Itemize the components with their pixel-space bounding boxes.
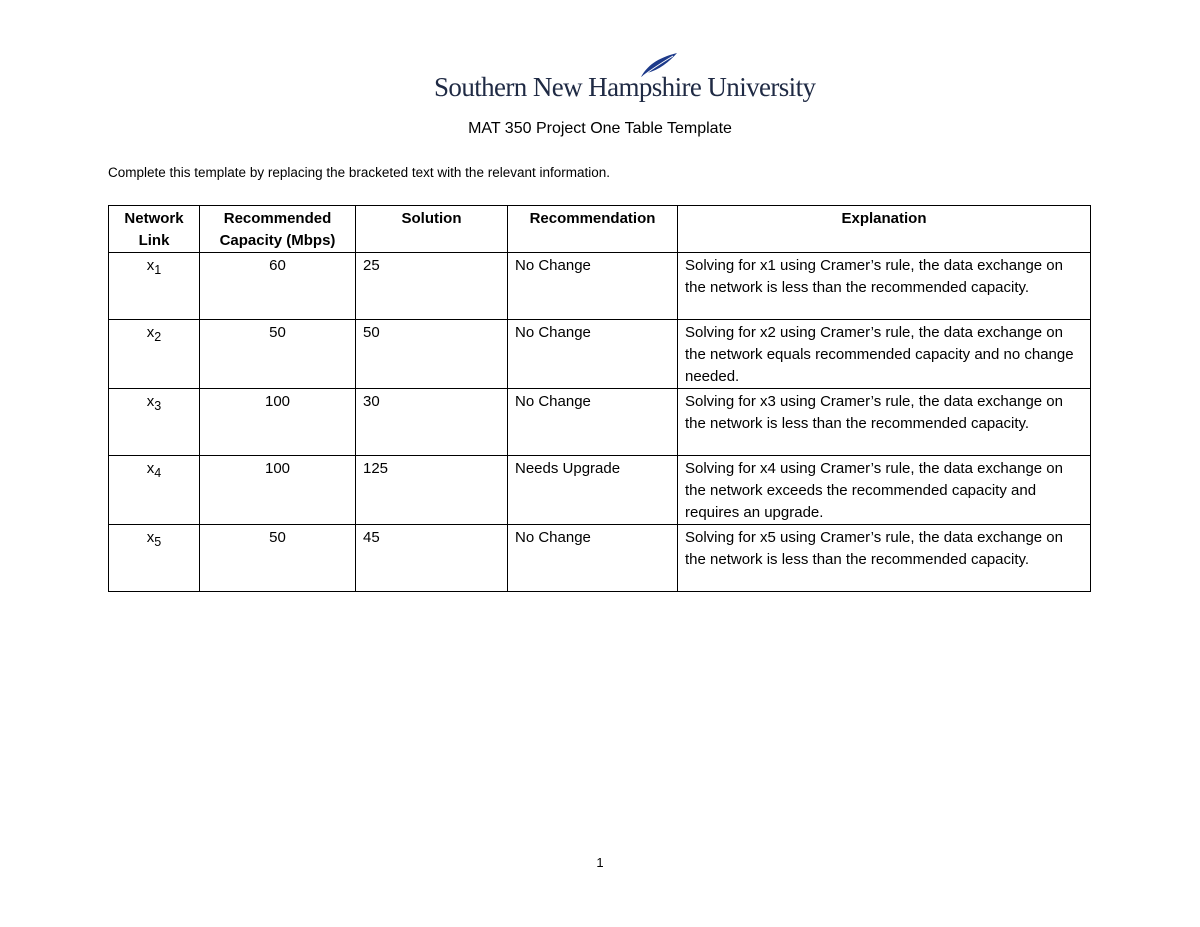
instructions-text: Complete this template by replacing the bracketed text with the relevant information. [108, 165, 611, 180]
network-link-cell [109, 456, 200, 525]
recommendation-cell: No Change [508, 253, 678, 320]
explanation-cell: Solving for x1 using Cramer’s rule, the data exchange on the network is less than the recommended capacity. [678, 253, 1091, 320]
capacity-cell: 50 [200, 320, 356, 389]
solution-cell: 125 [356, 456, 508, 525]
capacity-cell: 60 [200, 253, 356, 320]
capacity-cell: 100 [200, 389, 356, 456]
header-explanation: Explanation [678, 206, 1091, 253]
table-row [109, 320, 1091, 389]
network-link-cell [109, 389, 200, 456]
link-variable: x [146, 257, 155, 274]
logo-text: Southern New Hampshire University [434, 72, 816, 102]
explanation-cell: Solving for x3 using Cramer’s rule, the data exchange on the network is less than the recommended capacity. [678, 389, 1091, 456]
capacity-cell: 100 [200, 456, 356, 525]
header-recommendation: Recommendation [508, 206, 678, 253]
link-subscript: 1 [154, 263, 162, 277]
table-header-row [109, 206, 1091, 253]
link-subscript: 3 [154, 399, 162, 413]
table-row [109, 253, 1091, 320]
network-link-cell [109, 320, 200, 389]
solution-cell: 45 [356, 525, 508, 592]
solution-cell: 30 [356, 389, 508, 456]
link-variable: x [146, 324, 155, 341]
recommendation-cell: No Change [508, 389, 678, 456]
university-logo [434, 52, 816, 104]
leaf-icon [639, 52, 679, 78]
link-subscript: 4 [154, 466, 162, 480]
link-subscript: 5 [154, 535, 162, 549]
table-row [109, 389, 1091, 456]
explanation-cell: Solving for x4 using Cramer’s rule, the data exchange on the network exceeds the recommended capacity and requires an upgrade. [678, 456, 1091, 525]
table-row [109, 456, 1091, 525]
recommendation-cell: No Change [508, 525, 678, 592]
link-variable: x [146, 529, 155, 546]
network-table [108, 205, 1091, 592]
network-link-cell [109, 525, 200, 592]
recommendation-cell: No Change [508, 320, 678, 389]
explanation-cell: Solving for x2 using Cramer’s rule, the data exchange on the network equals recommended capacity and no change needed. [678, 320, 1091, 389]
capacity-cell: 50 [200, 525, 356, 592]
page-title: MAT 350 Project One Table Template [468, 120, 732, 137]
recommendation-cell: Needs Upgrade [508, 456, 678, 525]
header-recommended-capacity: Recommended Capacity (Mbps) [200, 206, 356, 253]
link-variable: x [146, 460, 155, 477]
header-solution: Solution [356, 206, 508, 253]
solution-cell: 50 [356, 320, 508, 389]
explanation-cell: Solving for x5 using Cramer’s rule, the data exchange on the network is less than the recommended capacity. [678, 525, 1091, 592]
network-link-cell [109, 253, 200, 320]
link-subscript: 2 [154, 330, 162, 344]
link-variable: x [146, 393, 155, 410]
header-network-link: Network Link [109, 206, 200, 253]
table-row [109, 525, 1091, 592]
solution-cell: 25 [356, 253, 508, 320]
page-number: 1 [596, 855, 604, 870]
